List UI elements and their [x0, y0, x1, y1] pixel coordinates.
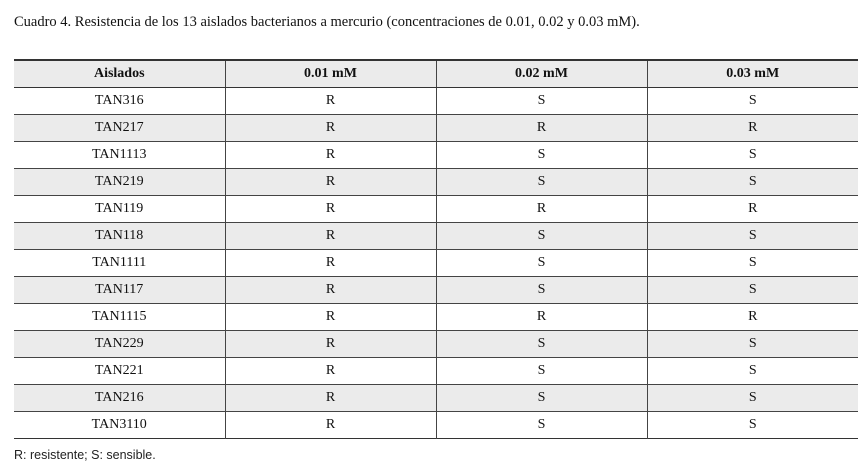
cell-isolate: TAN221: [14, 358, 225, 385]
table-row: [14, 277, 858, 304]
cell-value: S: [748, 417, 757, 432]
cell-isolate: TAN219: [14, 169, 225, 196]
table-row: [14, 250, 858, 277]
cell-value: R: [225, 250, 436, 277]
cell-isolate: TAN3110: [14, 412, 225, 439]
cell-value: S: [647, 169, 858, 196]
cell-value: R: [225, 277, 436, 304]
cell-value: S: [436, 358, 647, 385]
table-row: [14, 223, 858, 250]
cell-isolate: TAN216: [14, 385, 225, 412]
table-row: [14, 331, 858, 358]
cell-value: S: [436, 142, 647, 169]
resistance-table: [14, 59, 858, 439]
header-row: [14, 60, 858, 88]
header-conc-003: 0.03 mM: [647, 60, 858, 88]
cell-value: S: [436, 277, 647, 304]
cell-value: R: [225, 196, 436, 223]
header-aislados: Aislados: [14, 60, 225, 88]
table-row: [14, 196, 858, 223]
cell-value: S: [647, 331, 858, 358]
cell-value: R: [225, 115, 436, 142]
table-row: [14, 358, 858, 385]
cell-value: R: [647, 115, 858, 142]
table-row: [14, 385, 858, 412]
cell-value: S: [436, 331, 647, 358]
cell-value: R: [748, 201, 758, 216]
cell-isolate: TAN1115: [14, 304, 225, 331]
cell-value: R: [225, 88, 436, 115]
table-row: [14, 88, 858, 115]
cell-value: R: [225, 142, 436, 169]
cell-value: S: [748, 363, 757, 378]
header-conc-002: 0.02 mM: [436, 60, 647, 88]
table-row: [14, 115, 858, 142]
cell-value: R: [225, 223, 436, 250]
cell-isolate: TAN1113: [14, 142, 225, 169]
cell-isolate: TAN1111: [14, 250, 225, 277]
cell-value: S: [647, 223, 858, 250]
cell-value: S: [436, 169, 647, 196]
cell-value: R: [225, 412, 436, 439]
cell-isolate: TAN119: [14, 196, 225, 223]
cell-value: S: [436, 250, 647, 277]
cell-isolate: TAN316: [14, 88, 225, 115]
cell-value: S: [647, 385, 858, 412]
header-conc-001: 0.01 mM: [225, 60, 436, 88]
cell-value: S: [748, 255, 757, 270]
cell-value: S: [748, 147, 757, 162]
cell-value: R: [225, 169, 436, 196]
cell-value: R: [436, 115, 647, 142]
cell-value: R: [436, 196, 647, 223]
cell-value: R: [225, 358, 436, 385]
table-row: [14, 412, 858, 439]
cell-isolate: TAN118: [14, 223, 225, 250]
cell-value: R: [225, 331, 436, 358]
table-footnote: R: resistente; S: sensible.: [14, 448, 156, 462]
cell-isolate: TAN117: [14, 277, 225, 304]
cell-value: S: [436, 223, 647, 250]
cell-value: R: [225, 385, 436, 412]
cell-value: S: [436, 385, 647, 412]
cell-isolate: TAN229: [14, 331, 225, 358]
table-row: [14, 304, 858, 331]
table-row: [14, 142, 858, 169]
cell-value: R: [748, 309, 758, 324]
cell-value: S: [748, 93, 757, 108]
cell-isolate: TAN217: [14, 115, 225, 142]
table-caption: Cuadro 4. Resistencia de los 13 aislados bacterianos a mercurio (concentraciones de 0.01, 0.02 y 0.03 mM).: [14, 14, 640, 30]
cell-value: R: [225, 304, 436, 331]
cell-value: S: [436, 88, 647, 115]
cell-value: R: [436, 304, 647, 331]
cell-value: S: [436, 412, 647, 439]
table-row: [14, 169, 858, 196]
cell-value: S: [647, 277, 858, 304]
